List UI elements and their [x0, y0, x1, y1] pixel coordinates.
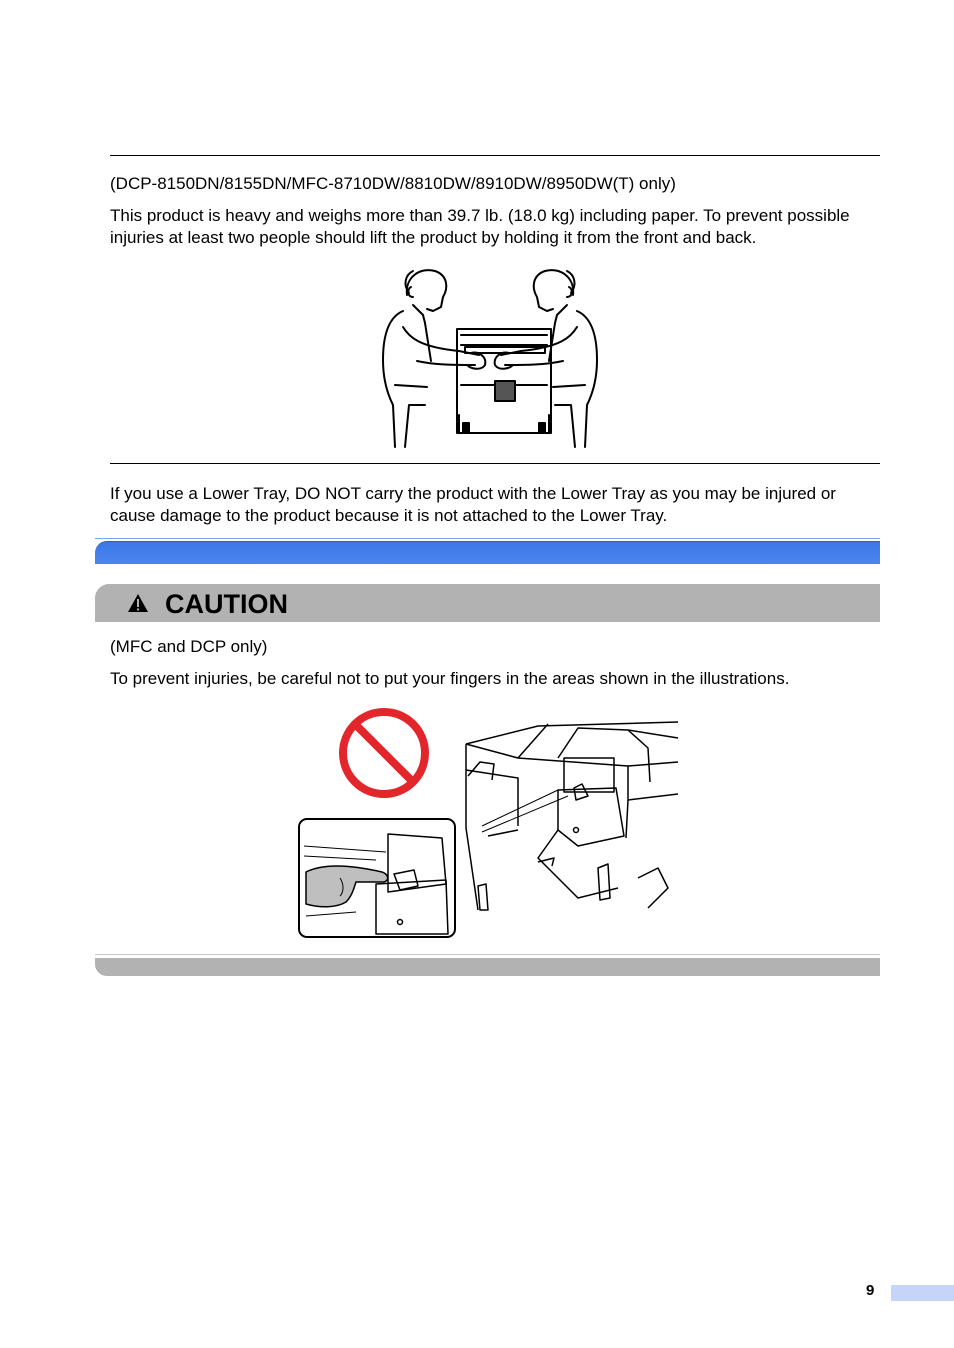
- two-people-lifting-illustration: [375, 265, 605, 450]
- caution-text: To prevent injuries, be careful not to put your fingers in the areas shown in the illustrations.: [110, 669, 790, 688]
- gray-band-line: [95, 954, 880, 955]
- blue-band-line: [95, 538, 880, 539]
- lower-tray-warning: If you use a Lower Tray, DO NOT carry the product with the Lower Tray as you may be injured or cause damage to the product because it is not attached to the Lower Tray.: [110, 484, 836, 525]
- caution-title: CAUTION: [165, 589, 288, 619]
- page-number: 9: [866, 1282, 875, 1299]
- weight-warning: This product is heavy and weighs more than 39.7 lb. (18.0 kg) including paper. To prevent possible injuries at least two people should lift the product by holding it from the front and back.: [110, 206, 850, 247]
- page-tab-marker: [891, 1285, 954, 1301]
- section-divider-middle: [110, 463, 880, 464]
- warning-triangle-icon: [127, 593, 149, 613]
- finger-detail-inset: [296, 816, 458, 940]
- caution-applies-to: (MFC and DCP only): [110, 637, 268, 656]
- caution-header: [95, 584, 880, 622]
- blue-section-band: [95, 541, 880, 564]
- machine-finger-hazard-illustration: [458, 718, 680, 914]
- prohibition-icon: [336, 705, 432, 801]
- caution-footer-band: [95, 958, 880, 976]
- models-note: (DCP-8150DN/8155DN/MFC-8710DW/8810DW/8910DW/8950DW(T) only): [110, 174, 676, 193]
- section-divider-top: [110, 155, 880, 156]
